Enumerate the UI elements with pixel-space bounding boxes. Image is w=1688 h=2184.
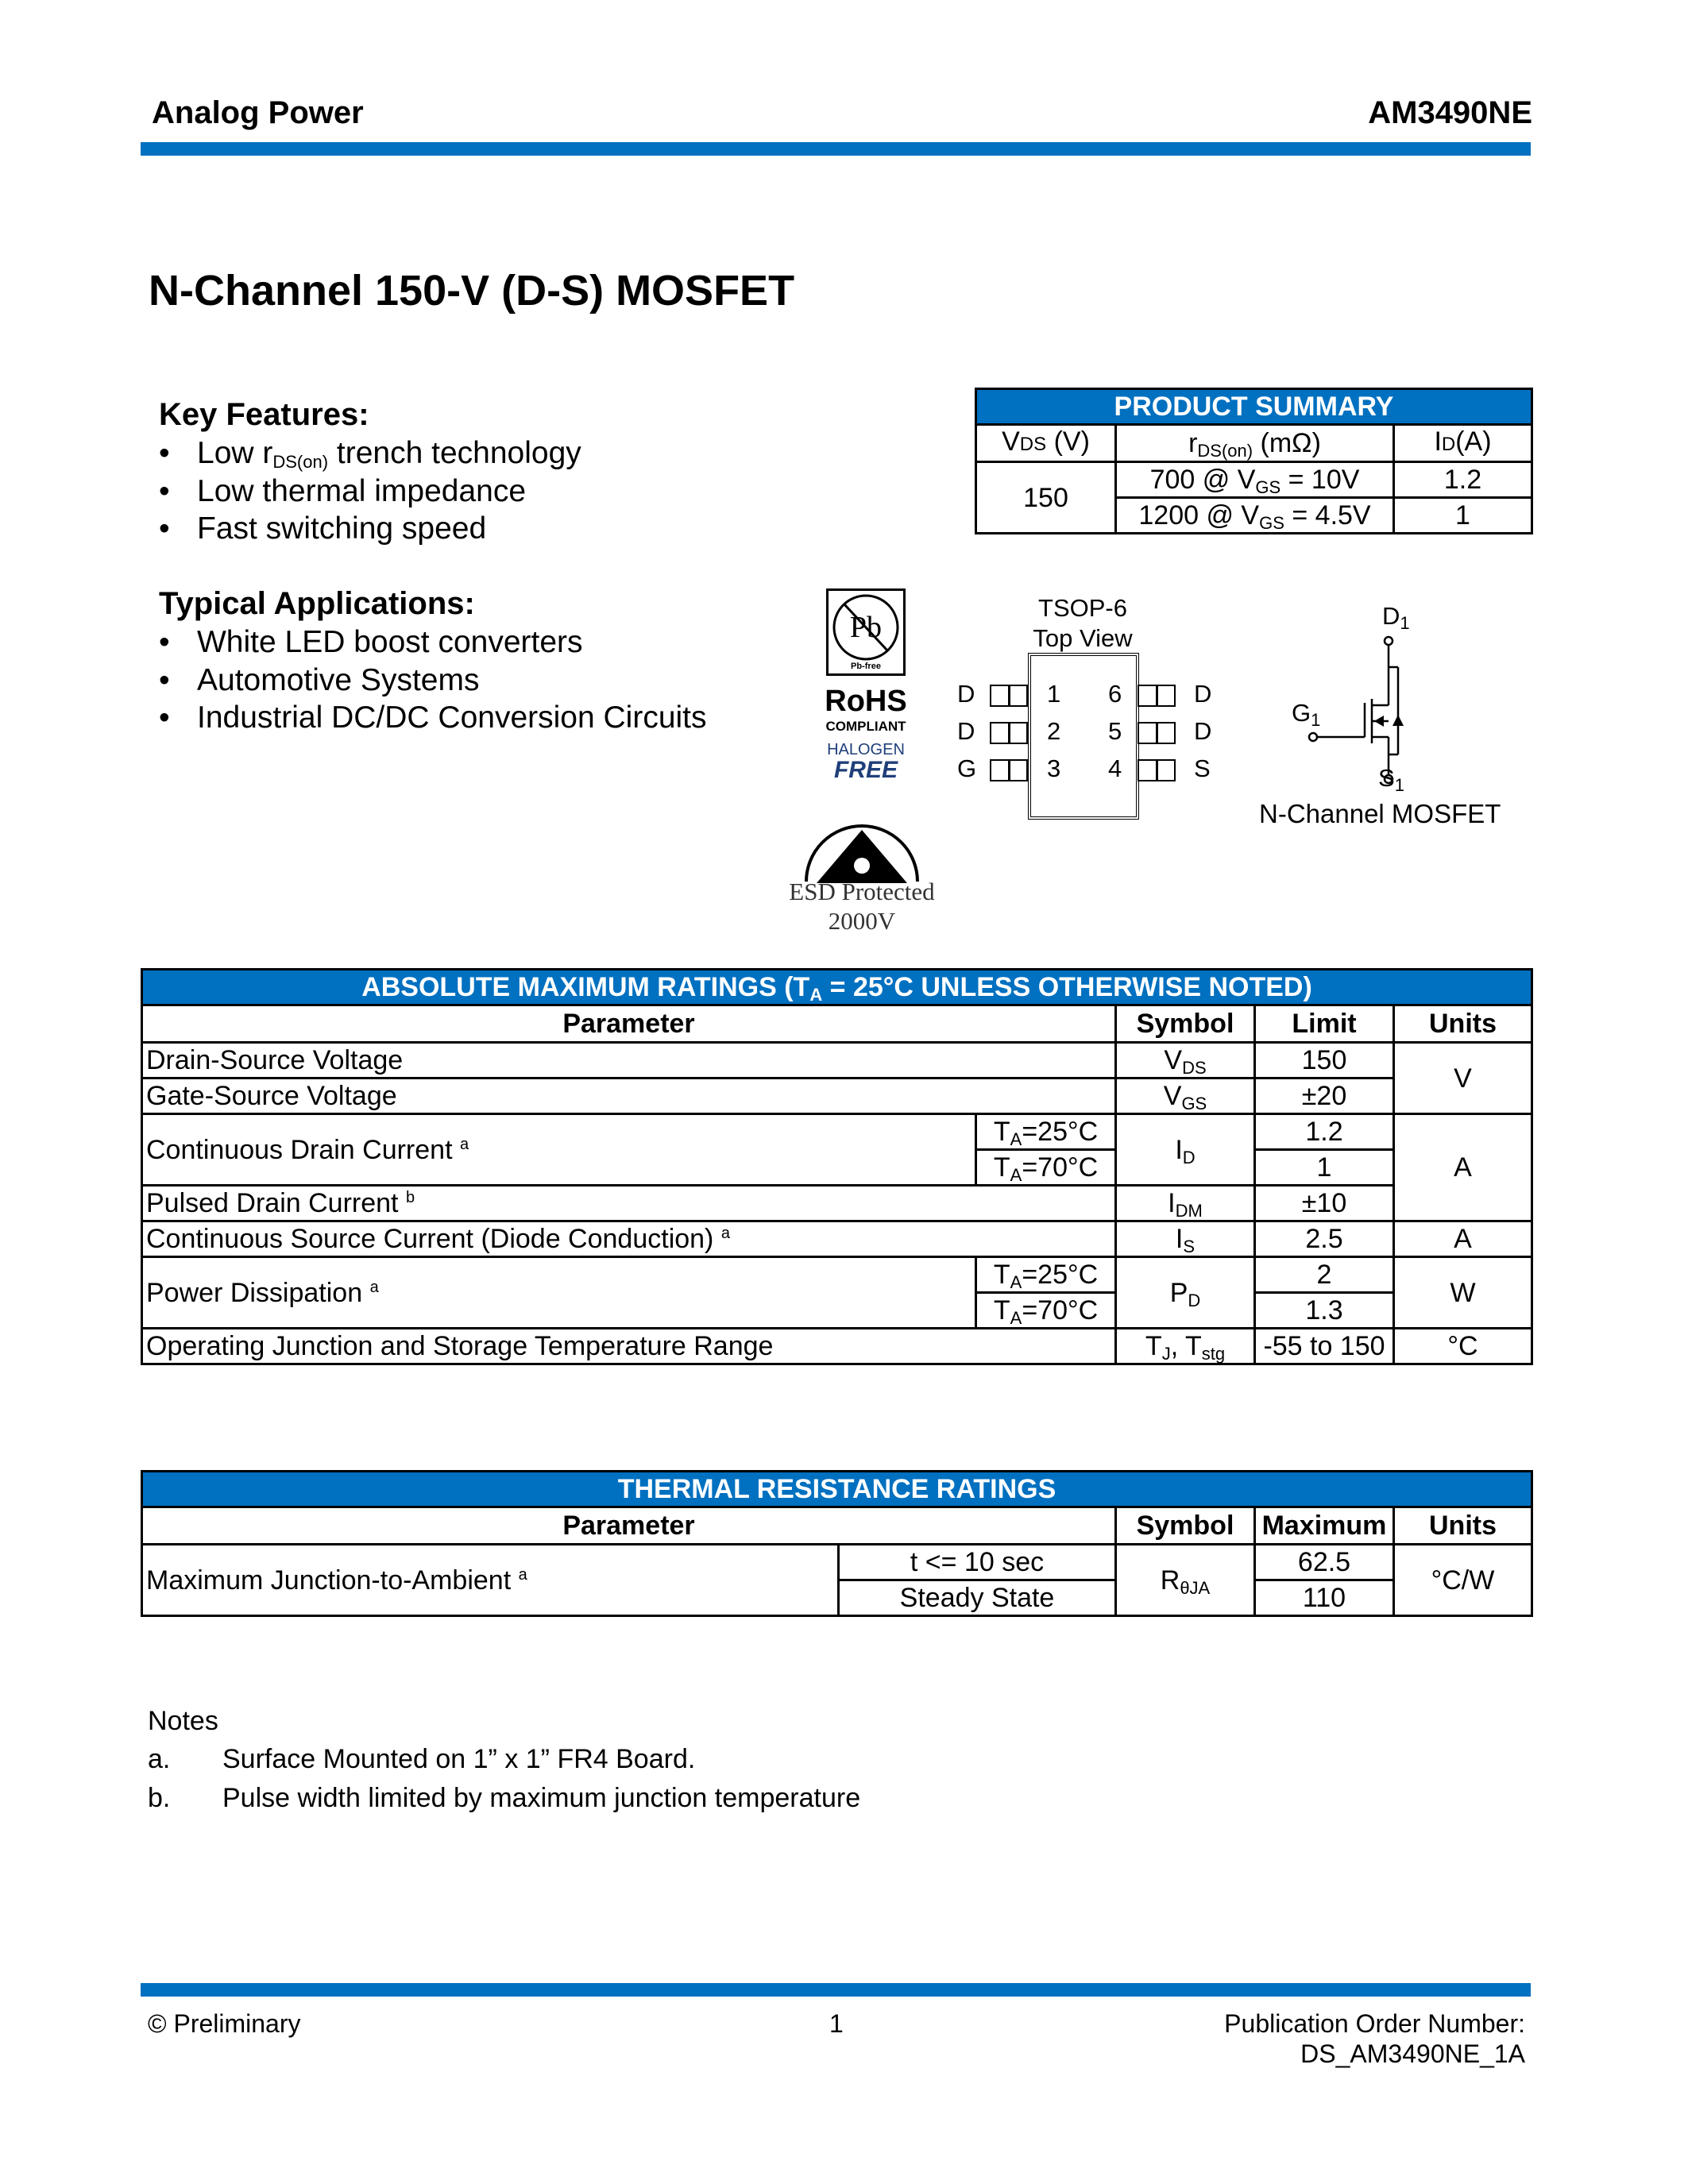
pin-label: D xyxy=(957,717,975,745)
pin-lead xyxy=(990,685,1028,707)
product-summary-title: PRODUCT SUMMARY xyxy=(976,389,1532,425)
pin-lead xyxy=(990,722,1028,744)
list-item: • Low thermal impedance xyxy=(159,473,527,508)
pin-number: 4 xyxy=(1108,754,1122,782)
table-row: Power Dissipation $^a$ $T_A=25^\circ C$ $P_D$ 2 W xyxy=(142,1257,1532,1293)
id-value: 1 xyxy=(1394,498,1532,534)
col-limit: Limit xyxy=(1255,1005,1394,1043)
page-number: 1 xyxy=(829,2009,844,2038)
pin-number: 1 xyxy=(1047,680,1061,708)
list-item: • White LED boost converters xyxy=(159,625,583,659)
pin-lead xyxy=(1138,722,1176,744)
col-units: Units xyxy=(1394,1507,1532,1545)
list-item: • Automotive Systems xyxy=(159,662,480,697)
pb-free-badge xyxy=(826,588,906,676)
svg-text:Pb-free: Pb-free xyxy=(851,662,881,671)
package-name: TSOP-6 xyxy=(1038,594,1127,622)
list-item: • Low $r_{DS(on)}$ trench technology xyxy=(159,436,581,472)
vds-value: 150 xyxy=(976,462,1116,534)
applications-heading: Typical Applications: xyxy=(159,586,475,621)
footer-copyright: © Preliminary xyxy=(148,2009,301,2038)
table-row: Pulsed Drain Current $^b$ $I_{DM}$ ±10 xyxy=(142,1186,1532,1221)
rdson-value: 1200 @ $V_{GS} = 4.5V$ xyxy=(1116,498,1394,534)
thermal-title: THERMAL RESISTANCE RATINGS xyxy=(142,1472,1532,1507)
list-item: • Industrial DC/DC Conversion Circuits xyxy=(159,700,707,735)
col-symbol: Symbol xyxy=(1116,1005,1255,1043)
header-rule xyxy=(141,142,1531,156)
table-row: $T_A=70^\circ C$ 1.3 xyxy=(142,1293,1532,1329)
footer-rule xyxy=(141,1983,1531,1997)
absolute-max-ratings-table xyxy=(141,968,1533,1365)
drain-label: $D_1$ xyxy=(1382,602,1410,633)
company-name: Analog Power xyxy=(152,95,364,130)
abs-max-title: ABSOLUTE MAXIMUM RATINGS ($T_A = 25^\circ C$ UNLESS OTHERWISE NOTED) xyxy=(142,970,1532,1005)
halogen-free-label: FREE xyxy=(833,757,898,783)
table-row: Operating Junction and Storage Temperature Range $T_J$, $T_{stg}$ -55 to 150 °C xyxy=(142,1329,1532,1364)
pin-label: G xyxy=(957,754,977,782)
pin-lead xyxy=(1138,759,1176,781)
source-label: $S_1$ xyxy=(1378,764,1404,795)
features-list xyxy=(159,434,581,548)
header-vds: VDS (V) xyxy=(976,425,1116,462)
package-body xyxy=(1028,653,1139,820)
table-row: Continuous Source Current (Diode Conduction) $^a$ $I_S$ 2.5 A xyxy=(142,1221,1532,1257)
esd-label: ESD Protected xyxy=(789,878,935,905)
list-item: • Fast switching speed xyxy=(159,511,487,546)
pin-number: 6 xyxy=(1108,680,1122,708)
no-lead-icon xyxy=(829,591,903,673)
thermal-resistance-table xyxy=(141,1470,1533,1617)
pin-lead xyxy=(1138,685,1176,707)
part-number: AM3490NE xyxy=(1368,95,1532,130)
notes-heading: Notes xyxy=(148,1706,218,1736)
publication-number: DS_AM3490NE_1A xyxy=(1300,2039,1525,2068)
page-title: N-Channel 150-V (D-S) MOSFET xyxy=(149,267,795,314)
note-b: b. Pulse width limited by maximum junction temperature xyxy=(148,1783,861,1813)
table-row: Gate-Source Voltage $V_{GS}$ ±20 xyxy=(142,1078,1532,1114)
pin-label: D xyxy=(957,680,975,708)
id-value: 1.2 xyxy=(1394,462,1532,498)
symbol-caption: N-Channel MOSFET xyxy=(1259,799,1501,828)
header-id: ID(A) xyxy=(1394,425,1532,462)
pin-number: 5 xyxy=(1108,717,1122,745)
table-row: Steady State 110 xyxy=(142,1580,1532,1616)
rdson-value: 700 @ $V_{GS} = 10V$ xyxy=(1116,462,1394,498)
col-parameter: Parameter xyxy=(142,1507,1116,1545)
product-summary-table xyxy=(975,388,1533,534)
svg-text:Pb: Pb xyxy=(849,611,883,644)
publication-label: Publication Order Number: xyxy=(1224,2009,1525,2038)
gate-label: $G_1$ xyxy=(1292,699,1321,730)
pin-number: 2 xyxy=(1047,717,1061,745)
col-maximum: Maximum xyxy=(1255,1507,1394,1545)
rohs-label: RoHS xyxy=(825,685,907,718)
halogen-label: HALOGEN xyxy=(827,741,905,758)
pin-number: 3 xyxy=(1047,754,1061,782)
pin-label: S xyxy=(1194,754,1211,782)
table-row: Continuous Drain Current $^a$ $T_A=25^\circ C$ $I_D$ 1.2 A xyxy=(142,1114,1532,1150)
col-units: Units xyxy=(1394,1005,1532,1043)
table-row: $T_A=70^\circ C$ 1 xyxy=(142,1150,1532,1186)
esd-voltage: 2000V xyxy=(828,907,896,935)
features-heading: Key Features: xyxy=(159,397,369,432)
table-row: Drain-Source Voltage $V_{DS}$ 150 V xyxy=(142,1043,1532,1078)
header-rdson: $r_{DS(on)}$ (mΩ) xyxy=(1116,425,1394,462)
col-symbol: Symbol xyxy=(1116,1507,1255,1545)
package-view: Top View xyxy=(1033,624,1133,652)
pin-lead xyxy=(990,759,1028,781)
col-parameter: Parameter xyxy=(142,1005,1116,1043)
pin-label: D xyxy=(1194,717,1212,745)
rohs-compliant: COMPLIANT xyxy=(825,719,906,734)
table-row: Maximum Junction-to-Ambient $^a$ t <= 10 sec $R_{\theta JA}$ 62.5 °C/W xyxy=(142,1545,1532,1580)
note-a: a. Surface Mounted on 1” x 1” FR4 Board. xyxy=(148,1744,696,1774)
pin-label: D xyxy=(1194,680,1212,708)
applications-list xyxy=(159,623,707,737)
